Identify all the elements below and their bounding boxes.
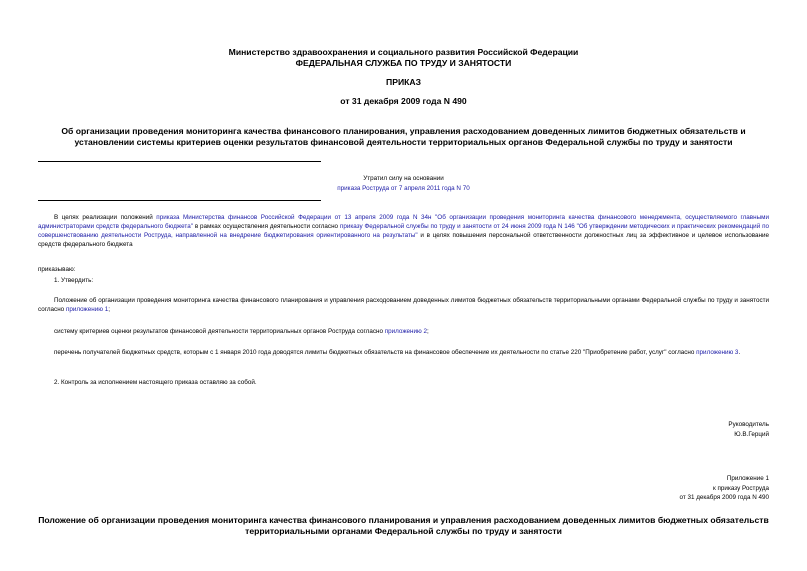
appendix-2-link[interactable]: приложению 2 [384, 328, 428, 335]
position-3-end: . [738, 349, 741, 356]
position-1-text: Положение об организации проведения мониторинга качества финансового планирования и управления расходованием доведенных лимитов бюджетных обязательств территориальными органами Федеральной службы по труду и занятости согласно [38, 297, 769, 313]
signature-name: Ю.В.Герций [734, 431, 769, 438]
position-2-text: систему критериев оценки результатов финансовой деятельности территориальных органов Роструда согласно [54, 328, 385, 335]
document-date: от 31 декабря 2009 года N 490 [340, 96, 467, 106]
document-title: Об организации проведения мониторинга качества финансового планирования, управления расходованием доведенных лимитов бюджетных обязательств и установлении системы критериев оценки результатов финансовой деятельности территориальных органов Федеральной службы по труду и занятости [61, 126, 746, 147]
position-2-end: ; [427, 328, 429, 335]
appendix-to: к приказу Роструда [713, 485, 769, 492]
rostrud-order-link[interactable]: приказу Федеральной службы по труду и занятости от 24 июня 2009 года N 146 "Об утверждении методических и практических рекомендаций по совершенствованию деятельности Роструда, направленной на внедрение бюджетирования ориентированного на результаты" [38, 223, 769, 239]
item-2: 2. Контроль за исполнением настоящего приказа оставляю за собой. [54, 379, 257, 386]
service-name: ФЕДЕРАЛЬНАЯ СЛУЖБА ПО ТРУДУ И ЗАНЯТОСТИ [295, 58, 512, 68]
position-1-end: ; [108, 306, 110, 313]
position-2 [54, 327, 429, 336]
orders-label: приказываю: [38, 266, 76, 273]
status-link-row [38, 184, 769, 193]
appendix-title: Положение об организации проведения мониторинга качества финансового планирования и управления расходованием доведенных лимитов бюджетных обязательств территориальными органами Федеральной службы по труду и занятости [38, 515, 769, 536]
appendix-date: от 31 декабря 2009 года N 490 [679, 494, 769, 501]
position-3-text: перечень получателей бюджетных средств, которым с 1 января 2010 года доводятся лимиты бюджетных обязательств на финансовое обеспечение их деятельности по статье 220 "Приобретение работ, услуг" согласно [54, 349, 697, 356]
preamble-text-1: В целях реализации положений [54, 214, 153, 221]
status-line: Утратил силу на основании [363, 175, 444, 182]
preamble-text-3: и в целях повышения персональной ответственности должностных лиц за эффективное и целевое использование средств федерального бюджета [38, 232, 769, 248]
signature-role: Руководитель [728, 421, 769, 428]
item-1: 1. Утвердить: [54, 277, 94, 284]
appendix-1-link[interactable]: приложению 1 [65, 306, 109, 313]
appendix-3-link[interactable]: приложению 3 [696, 349, 739, 356]
preamble-text-2: в рамках осуществления деятельности согласно [192, 223, 340, 230]
divider-bottom [38, 200, 321, 201]
position-3 [38, 348, 769, 357]
preamble-paragraph [38, 213, 769, 249]
minfin-order-link[interactable]: приказа Министерства финансов Российской Федерации от 13 апреля 2009 года N 34н "Об организации проведения мониторинга качества финансового менеджмента, осуществляемого главными администраторами средств федерального бюджета" [38, 214, 770, 230]
divider-top [38, 161, 321, 162]
repeal-order-link[interactable]: приказа Роструда от 7 апреля 2011 года N 70 [337, 185, 470, 192]
document-type: ПРИКАЗ [386, 77, 421, 87]
position-1 [38, 296, 769, 314]
ministry-name: Министерство здравоохранения и социального развития Российской Федерации [228, 47, 579, 57]
appendix-label: Приложение 1 [726, 475, 769, 482]
